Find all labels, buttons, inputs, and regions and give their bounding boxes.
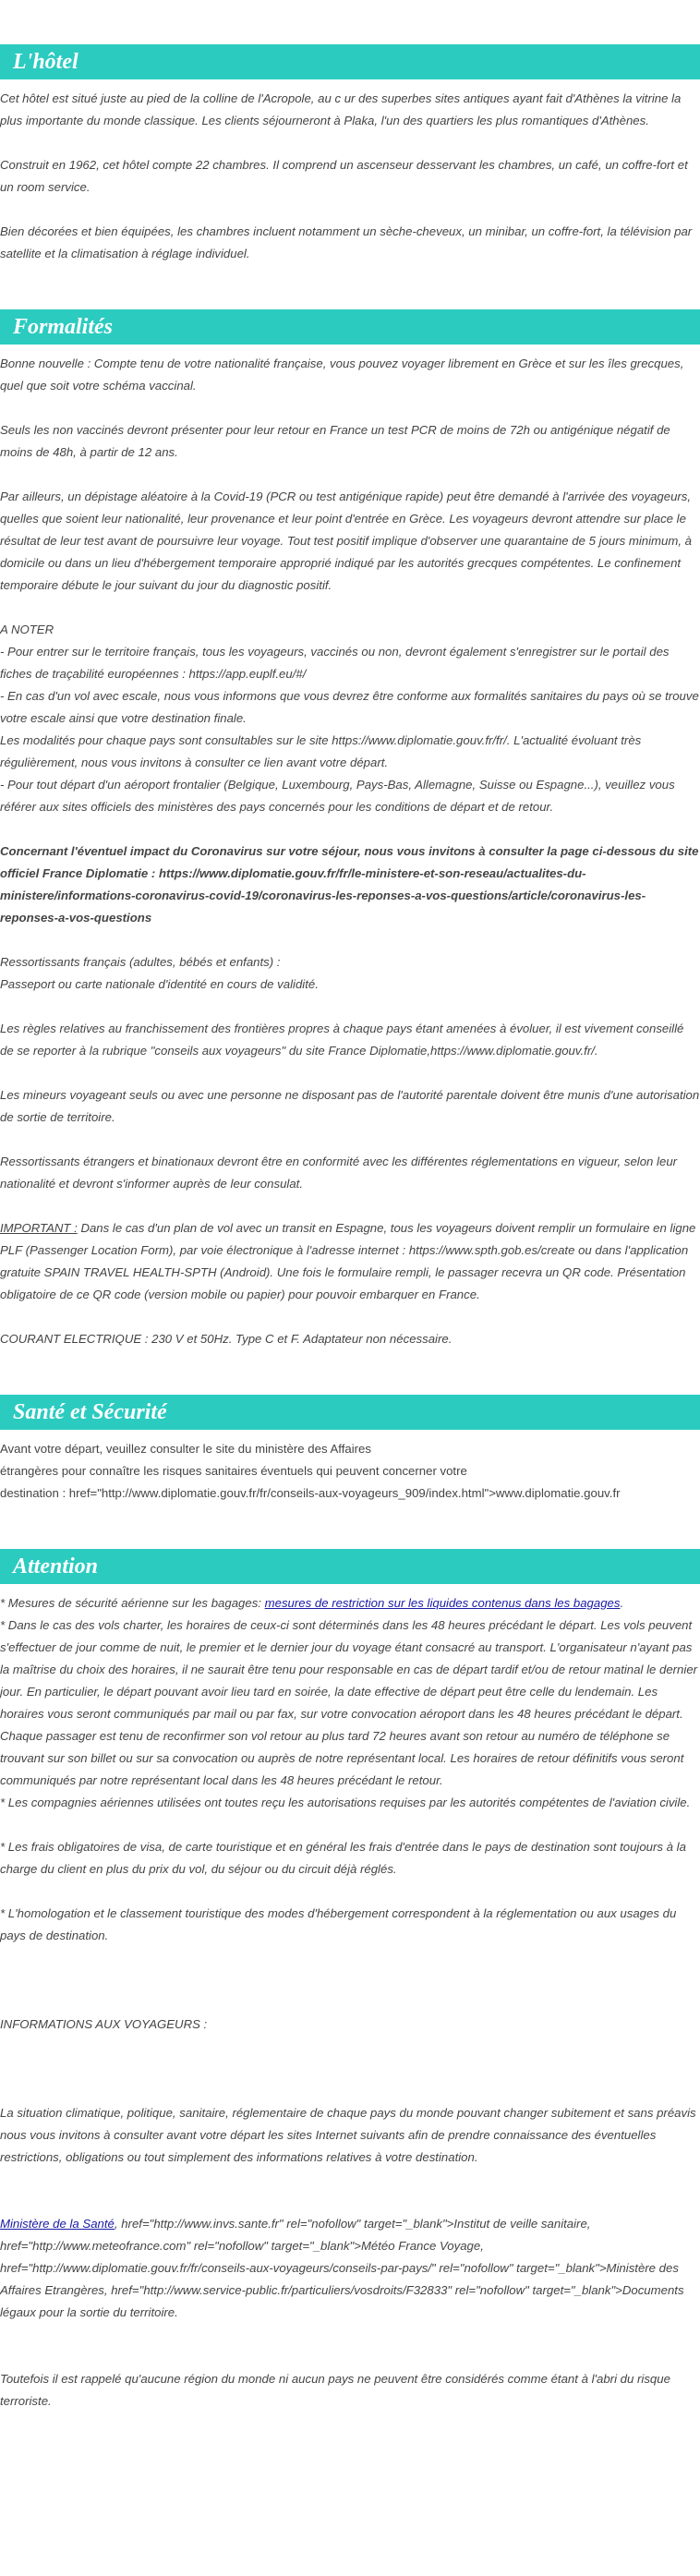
formalites-paragraph-3: Par ailleurs, un dépistage aléatoire à la Covid-19 (PCR ou test antigénique rapide) peut être demandé à l'arrivée des voyageurs, quelles que soient leur nationalité, leur provenance et leur point d'entrée en Grèce. Les voyageurs devront attendre sur place le résultat de leur test avant de poursuivre leur voyage. Tout test positif implique d'observer une quarantaine de 5 jours minimum, à domicile ou dans un lieu d'hébergement temporaire approprié indiqué par les autorités grecques compétentes. Le confinement temporaire débute le jour suivant du jour du diagnostic positif. <box>0 490 693 592</box>
important-label: IMPORTANT : <box>0 1221 78 1235</box>
courant-electrique: COURANT ELECTRIQUE : 230 V et 50Hz. Type C et F. Adaptateur non nécessaire. <box>0 1332 453 1346</box>
hotel-paragraph-3: Bien décorées et bien équipées, les chambres incluent notamment un sèche-cheveux, un minibar, un coffre-fort, la télévision par satellite et la climatisation à réglage individuel. <box>0 224 693 260</box>
mineurs-notice: Les mineurs voyageant seuls ou avec une personne ne disposant pas de l'autorité parentale doivent être munis d'une autorisation de sortie de territoire. <box>0 1088 700 1124</box>
section-title-formalites: Formalités <box>0 309 700 345</box>
mesures-securite <box>0 1592 700 1615</box>
note-title: A NOTER <box>0 623 54 636</box>
liquides-restriction-link[interactable]: mesures de restriction sur les liquides contenus dans les bagages <box>264 1596 621 1610</box>
formalites-content <box>0 345 700 1350</box>
sante-line-1: Avant votre départ, veuillez consulter le site du ministère des Affaires <box>0 1442 371 1456</box>
vols-charter-notice: * Dans le cas des vols charter, les horaires de ceux-ci sont déterminés dans les 48 heures précédant le départ. Les vols peuvent s'effectuer de jour comme de nuit, le premier et le dernier jour du voyage étant consacré au transport. L'organisateur n'ayant pas la maîtrise du choix des horaires, il ne saurait être tenu pour responsable en cas de départ tardif et/ou de retour matinal le dernier jour. En particulier, le départ pouvant avoir lieu tard en soirée, la date effective de départ peut être celle du lendemain. Les horaires vous seront communiqués par mail ou par fax, sur votre convocation aéroport dans les 48 heures précédant le départ. Chaque passager est tenu de reconfirmer son vol retour au plus tard 72 heures avant son retour au numéro de téléphone se trouvant sur son billet ou sur sa convocation ou auprès de notre représentant local. Les horaires de retour définitifs vous seront communiqués par notre représentant local dans les 48 heures précédant le retour. <box>0 1618 698 1787</box>
formalites-paragraph-1: Bonne nouvelle : Compte tenu de votre nationalité française, vous pouvez voyager librement en Grèce et sur les îles grecques, quel que soit votre schéma vaccinal. <box>0 357 684 393</box>
attention-content <box>0 1584 700 2413</box>
frais-notice: * Les frais obligatoires de visa, de carte touristique et en général les frais d'entrée dans le pays de destination sont toujours à la charge du client en plus du prix du vol, du séjour ou du circuit déjà réglés. <box>0 1840 686 1876</box>
sites-links-text: , href="http://www.invs.sante.fr" rel="nofollow" target="_blank">Institut de veille sanitaire, href="http://www.meteofrance.com" rel="nofollow" target="_blank">Météo France Voyage, href="http://www.diplomatie.gouv.fr/fr/conseils-aux-voyageurs/conseils-par-pays/" rel="nofollow" target="_blank">Ministère des Affaires Etrangères, href="http://www.service-public.fr/particuliers/vosdroits/F32833" rel="nofollow" target="_blank">Documents légaux pour la sortie du territoire. <box>0 2217 684 2319</box>
etrangers-notice: Ressortissants étrangers et binationaux devront être en conformité avec les différentes réglementations en vigueur, selon leur nationalité et devront s'informer auprès de leur consulat. <box>0 1155 678 1191</box>
formalites-paragraph-2: Seuls les non vaccinés devront présenter pour leur retour en France un test PCR de moins de 72h ou antigénique négatif de moins de 48h, à partir de 12 ans. <box>0 423 670 459</box>
important-notice <box>0 1217 700 1306</box>
important-text: Dans le cas d'un plan de vol avec un transit en Espagne, tous les voyageurs doivent remplir un formulaire en ligne PLF (Passenger Location Form), par voie électronique à l'adresse internet : https://www.spth.gob.es/create ou dans l'application gratuite SPAIN TRAVEL HEALTH-SPTH (Android). Une fois le formulaire rempli, le passager recevra un QR code. Présentation obligatoire de ce QR code (version mobile ou papier) pour pouvoir embarquer en France. <box>0 1221 696 1301</box>
mesures-suffix: . <box>620 1596 624 1610</box>
ministere-sante-link[interactable]: Ministère de la Santé <box>0 2217 115 2231</box>
section-title-sante: Santé et Sécurité <box>0 1395 700 1430</box>
sante-line-3: destination : href="http://www.diplomatie.gouv.fr/fr/conseils-aux-voyageurs_909/index.html">www.diplomatie.gouv.fr <box>0 1486 621 1500</box>
hotel-content <box>0 79 700 265</box>
sante-content <box>0 1430 700 1505</box>
hotel-paragraph-2: Construit en 1962, cet hôtel compte 22 chambres. Il comprend un ascenseur desservant les chambres, un café, un coffre-fort et un room service. <box>0 158 688 194</box>
note-item-3: Les modalités pour chaque pays sont consultables sur le site https://www.diplomatie.gouv.fr/fr/. L'actualité évoluant très régulièrement, nous vous invitons à consulter ce lien avant votre départ. <box>0 733 642 769</box>
regles-frontieres: Les règles relatives au franchissement des frontières propres à chaque pays étant amenées à évoluer, il est vivement conseillé de se reporter à la rubrique "conseils aux voyageurs" du site France Diplomatie,https://www.diplomatie.gouv.fr/. <box>0 1022 684 1058</box>
compagnies-notice: * Les compagnies aériennes utilisées ont toutes reçu les autorisations requises par les autorités compétentes de l'aviation civile. <box>0 1796 691 1809</box>
situation-line-2: nous vous invitons à consulter avant votre départ les sites Internet suivants afin de prendre connaissance des éventuelles restrictions, obligations ou tout simplement des informations relatives à votre destination. <box>0 2128 657 2164</box>
note-item-2: - En cas d'un vol avec escale, nous vous informons que vous devrez être conforme aux formalités sanitaires du pays où se trouve votre escale ainsi que votre destination finale. <box>0 689 699 725</box>
note-item-4: - Pour tout départ d'un aéroport frontalier (Belgique, Luxembourg, Pays-Bas, Allemagne, Suisse ou Espagne...), veuillez vous référer aux sites officiels des ministères des pays concernés pour les conditions de départ et de retour. <box>0 778 675 814</box>
mesures-prefix: * Mesures de sécurité aérienne sur les bagages: <box>0 1596 265 1610</box>
hotel-paragraph-1: Cet hôtel est situé juste au pied de la colline de l'Acropole, au c ur des superbes sites antiques ayant fait d'Athènes la vitrine la plus importante du monde classique. Les clients séjourneront à Plaka, l'un des quartiers les plus romantiques d'Athènes. <box>0 91 682 127</box>
covid-notice: Concernant l'éventuel impact du Coronavirus sur votre séjour, nous vous invitons à consulter la page ci-dessous du site officiel France Diplomatie : https://www.diplomatie.gouv.fr/fr/le-ministere-et-son-reseau/actualites-du-ministere/informations-coronavirus-covid-19/coronavirus-les-reponses-a-vos-questions/article/coronavirus-les-reponses-a-vos-questions <box>0 844 699 925</box>
informations-voyageurs-title: INFORMATIONS AUX VOYAGEURS : <box>0 2017 208 2031</box>
terrorisme-notice: Toutefois il est rappelé qu'aucune région du monde ni aucun pays ne peuvent être considérés comme étant à l'abri du risque terroriste. <box>0 2372 670 2408</box>
ressortissants-title: Ressortissants français (adultes, bébés et enfants) : <box>0 955 281 969</box>
sante-line-2: étrangères pour connaître les risques sanitaires éventuels qui peuvent concerner votre <box>0 1464 467 1478</box>
section-title-attention: Attention <box>0 1549 700 1584</box>
note-item-1: - Pour entrer sur le territoire français, tous les voyageurs, vaccinés ou non, devront également s'enregistrer sur le portail des fiches de traçabilité européennes : https://app.euplf.eu/#/ <box>0 645 670 681</box>
ressortissants-documents: Passeport ou carte nationale d'identité en cours de validité. <box>0 977 319 991</box>
section-title-hotel: L'hôtel <box>0 44 700 79</box>
homologation-notice: * L'homologation et le classement touristique des modes d'hébergement correspondent à la réglementation ou aux usages du pays de destination. <box>0 1906 677 1942</box>
sites-links <box>0 2213 700 2324</box>
situation-line-1: La situation climatique, politique, sanitaire, réglementaire de chaque pays du monde pouvant changer subitement et sans préavis <box>0 2106 696 2120</box>
